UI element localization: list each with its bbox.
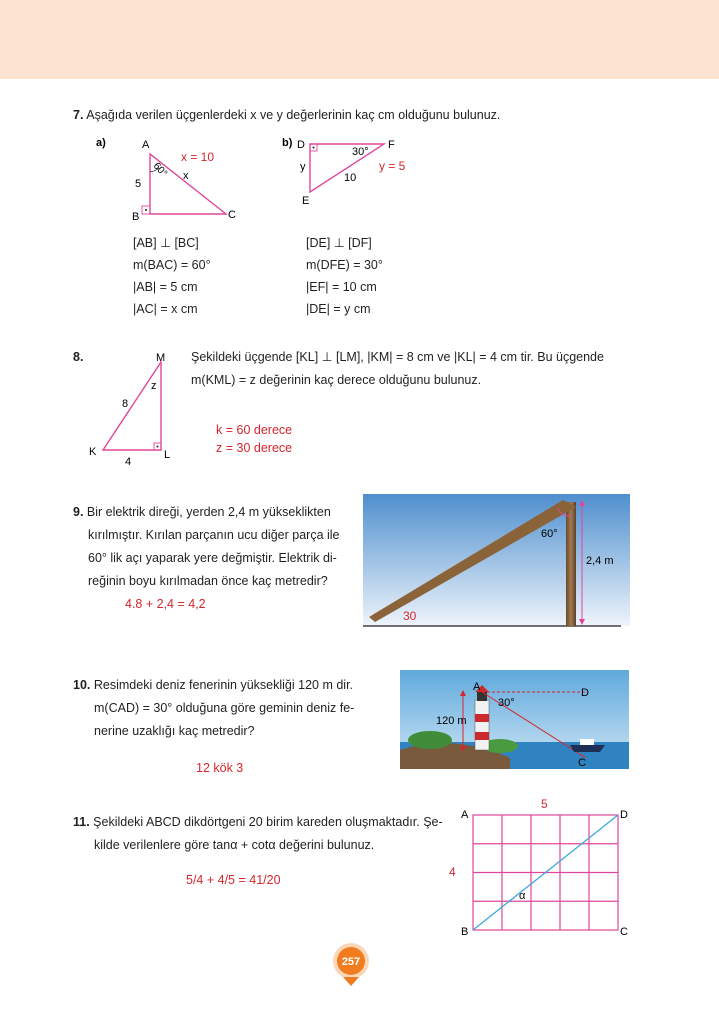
header-band (0, 0, 719, 79)
question-number: 11. (73, 815, 90, 829)
right-angle-dot (145, 209, 147, 211)
lighthouse-stripe (475, 714, 489, 722)
vertex-a: A (461, 809, 469, 821)
condition-line: |AB| = 5 cm (133, 280, 198, 294)
question-text-line: m(CAD) = 30° olduğuna göre geminin deniz fe- (94, 701, 355, 715)
ship-cabin (580, 739, 594, 745)
side-10-label: 10 (344, 172, 357, 184)
triangle-kml-figure (85, 350, 195, 468)
conditions-b (306, 232, 383, 320)
question-number: 7. (73, 108, 84, 122)
answer-line: k = 60 derece (216, 423, 293, 437)
right-angle-dot (313, 147, 315, 149)
question-11-text (73, 811, 448, 857)
lighthouse-stripe (475, 732, 489, 740)
height-label: 120 m (436, 715, 467, 727)
handwritten-answer-11: 5/4 + 4/5 = 41/20 (186, 873, 281, 887)
vertex-d: D (297, 139, 305, 151)
question-text-line: Bir elektrik direği, yerden 2,4 m yükseklikten (86, 505, 331, 519)
triangle-abc-figure (90, 132, 290, 227)
point-d: D (581, 687, 589, 699)
lighthouse-figure (400, 670, 629, 769)
question-number: 9. (73, 505, 84, 519)
vertex-f: F (388, 139, 395, 151)
handwritten-note: 30 (403, 609, 417, 623)
part-a-label: a) (96, 137, 106, 149)
side-x-label: x (183, 170, 189, 182)
vertex-d: D (620, 809, 628, 821)
vertex-b: B (461, 926, 469, 938)
vertex-e: E (302, 195, 310, 207)
triangle-def-figure (280, 132, 480, 212)
vertex-b: B (132, 211, 140, 223)
lighthouse-tower (475, 700, 489, 750)
angle-z-label: z (151, 380, 157, 392)
lighthouse-lamp (477, 692, 487, 701)
triangle-kml (103, 362, 161, 450)
triangle-def (310, 144, 384, 192)
angle-label: 60° (541, 528, 558, 540)
condition-line: [DE] ⊥ [DF] (306, 236, 372, 250)
question-number: 8. (73, 350, 84, 364)
side-ab-label: 5 (135, 178, 142, 190)
badge-pointer (343, 977, 359, 986)
point-c: C (578, 757, 586, 769)
page-number-badge (331, 940, 371, 992)
condition-line: |EF| = 10 cm (306, 280, 377, 294)
question-text-line: reğinin boyu kırılmadan önce kaç metredir? (88, 574, 328, 588)
condition-line: m(DFE) = 30° (306, 258, 383, 272)
point-a: A (473, 681, 481, 693)
question-7-text (73, 104, 500, 127)
question-text: Aşağıda verilen üçgenlerdeki x ve y değerlerinin kaç cm olduğunu bulunuz. (86, 108, 501, 122)
question-number: 10. (73, 678, 91, 692)
right-angle-dot (157, 446, 159, 448)
rectangle-grid-figure (445, 795, 635, 940)
vertex-a: A (142, 139, 150, 151)
condition-line: m(BAC) = 60° (133, 258, 211, 272)
vertex-m: M (156, 352, 166, 364)
question-8-text (191, 346, 631, 392)
handwritten-answer-9: 4.8 + 2,4 = 4,2 (125, 597, 206, 611)
vertex-c: C (228, 209, 236, 221)
answer-line: z = 30 derece (216, 441, 293, 455)
angle-label: 30° (498, 697, 515, 709)
handwritten-answer-8 (216, 421, 292, 457)
question-text-line: Şekildeki üçgende [KL] ⊥ [LM], |KM| = 8 cm ve |KL| = 4 cm tir. Bu üçgende (191, 350, 604, 364)
question-text-line: kırılmıştır. Kırılan parçanın ucu diğer parça ile (88, 528, 340, 542)
height-label: 2,4 m (586, 555, 614, 567)
question-10-text (73, 674, 373, 743)
handwritten-note-top: 5 (541, 797, 548, 811)
condition-line: |AC| = x cm (133, 302, 198, 316)
bush (408, 731, 452, 749)
handwritten-answer-10: 12 kök 3 (196, 761, 244, 775)
handwritten-answer-y: y = 5 (379, 159, 406, 173)
side-4-label: 4 (125, 456, 132, 468)
angle-label: 30° (352, 146, 369, 158)
conditions-a (133, 232, 211, 320)
condition-line: |DE| = y cm (306, 302, 371, 316)
question-text-line: m(KML) = z değerinin kaç derece olduğunu bulunuz. (191, 373, 482, 387)
question-text-line: kilde verilenlere göre tanα + cotα değerini bulunuz. (94, 838, 375, 852)
side-8-label: 8 (122, 398, 129, 410)
vertex-l: L (164, 449, 171, 461)
condition-line: [AB] ⊥ [BC] (133, 236, 199, 250)
question-text-line: 60° lik açı yaparak yere değmiştir. Elektrik di- (88, 551, 337, 565)
vertex-k: K (89, 446, 97, 458)
angle-label: 60° (150, 160, 170, 180)
page-number: 257 (341, 956, 361, 968)
vertex-c: C (620, 926, 628, 938)
handwritten-note-side: 4 (449, 865, 456, 879)
question-text-line: nerine uzaklığı kaç metredir? (94, 724, 255, 738)
question-9-text (73, 501, 358, 593)
question-text-line: Resimdeki deniz fenerinin yüksekliği 120 m dir. (93, 678, 354, 692)
ship-hull (570, 745, 605, 752)
part-b-label: b) (282, 137, 293, 149)
handwritten-answer-x: x = 10 (181, 150, 215, 164)
side-y-label: y (300, 161, 306, 173)
standing-pole (566, 502, 576, 626)
question-text-line: Şekildeki ABCD dikdörtgeni 20 birim kareden oluşmaktadır. Şe- (93, 815, 443, 829)
alpha-label: α (519, 890, 526, 902)
electric-pole-figure (363, 494, 630, 636)
